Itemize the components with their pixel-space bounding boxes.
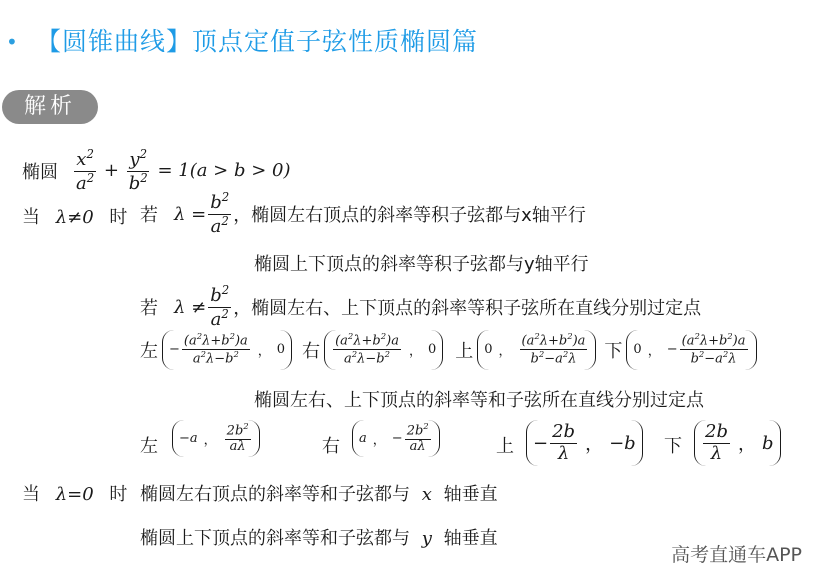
- point-right-sum: a ， − $\frac{2b^2}{a\lambda}$: [352, 420, 440, 457]
- product-points-row: 左 − $\frac{(a^2\lambda+b^2)a}{a^2\lambda-b^2}$ ， 0 右 $\frac{(a^2\lambda+b^2)a}{a^2\lambda-b^2}$ ， 0 上 0 ， $\frac{(a^2\lambda+b^2)a}{b^2-a^2\lambda}$ 下 0 ， − $\frac{(a^2\lambda+b^2)a}{b^2-a^2\lambda}$: [140, 330, 761, 370]
- ellipse-formula: $\frac{x^2}{a^2}$ + $\frac{y^2}{b^2}$ = 1(a > b > 0): [76, 147, 291, 194]
- point-left-sum: −a ， $\frac{2b^2}{a\lambda}$: [172, 420, 260, 457]
- case1-row1: 若 λ = $\frac{b^2}{a^2}$ ，椭圆左右顶点的斜率等积子弦都与x轴平行: [140, 190, 586, 237]
- case1-row4: 椭圆左右、上下顶点的斜率等和子弦所在直线分别过定点: [254, 390, 704, 411]
- watermark: 高考直通车APP: [671, 544, 802, 566]
- case1-when: 当 λ≠0 时: [22, 207, 128, 228]
- analysis-badge: 解析: [2, 90, 98, 124]
- case1-row2: 椭圆上下顶点的斜率等积子弦都与y轴平行: [254, 254, 589, 275]
- ellipse-equation-line: [22, 148, 291, 194]
- point-bottom-sum: $\frac{2b}{\lambda}$ ， b: [694, 420, 781, 466]
- ellipse-condition: = 1(a > b > 0): [157, 160, 291, 182]
- title-bullet: •: [6, 30, 18, 54]
- case2-row2: 椭圆上下顶点的斜率等和子弦都与 y 轴垂直: [140, 528, 498, 549]
- page-title: 【圆锥曲线】顶点定值子弦性质椭圆篇: [36, 27, 479, 56]
- point-left-product: − $\frac{(a^2\lambda+b^2)a}{a^2\lambda-b^2}$ ， 0: [162, 330, 292, 370]
- case2-row1: 椭圆左右顶点的斜率等和子弦都与 x 轴垂直: [140, 484, 498, 505]
- point-right-product: $\frac{(a^2\lambda+b^2)a}{a^2\lambda-b^2}$ ， 0: [324, 330, 443, 370]
- ellipse-label: 椭圆: [22, 162, 58, 184]
- case1-row3: 若 λ ≠ $\frac{b^2}{a^2}$ ，椭圆左右、上下顶点的斜率等积子弦所在直线分别过定点: [140, 283, 702, 330]
- point-top-sum: − $\frac{2b}{\lambda}$ ， −b: [526, 420, 643, 466]
- point-top-product: 0 ， $\frac{(a^2\lambda+b^2)a}{b^2-a^2\lambda}$: [477, 330, 596, 370]
- case2-when: 当 λ=0 时: [22, 484, 128, 505]
- point-bottom-product: 0 ， − $\frac{(a^2\lambda+b^2)a}{b^2-a^2\lambda}$: [626, 330, 756, 370]
